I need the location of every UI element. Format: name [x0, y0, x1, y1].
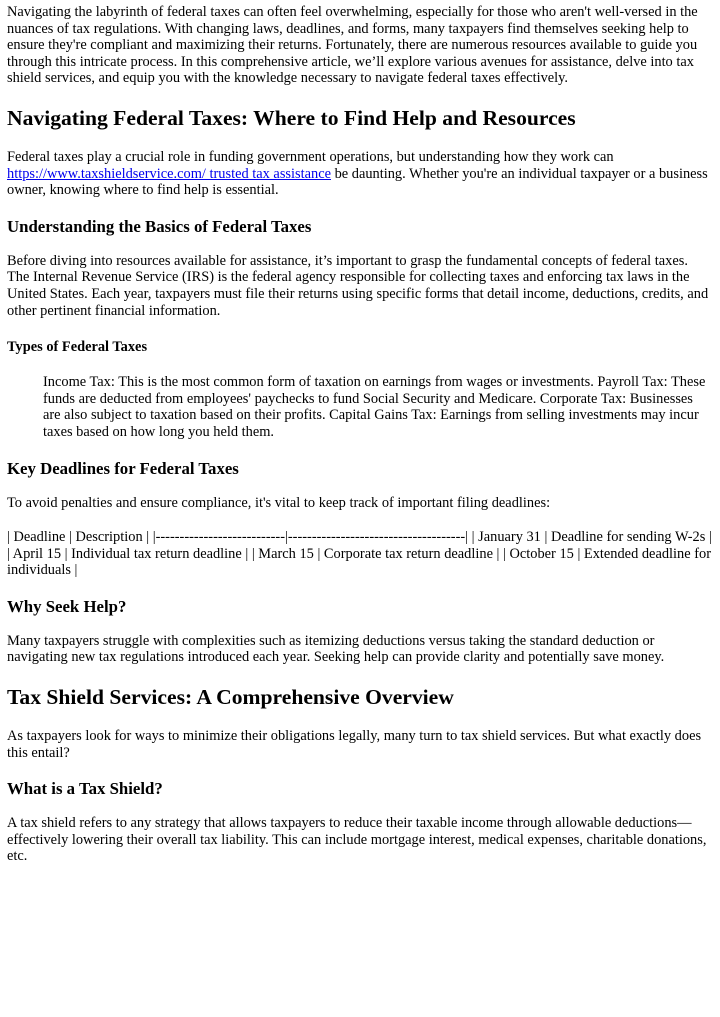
tax-shield-definition-paragraph: A tax shield refers to any strategy that allows taxpayers to reduce their taxable income through allowable deductions—effectively lowering their overall tax liability. This can include mortgage interest, medical expenses, charitable donations, etc. [7, 815, 707, 865]
basics-heading: Understanding the Basics of Federal Taxes [7, 216, 312, 236]
deadlines-paragraph: To avoid penalties and ensure compliance, it's vital to keep track of important filing deadlines: [7, 494, 551, 511]
deadlines-table-text: | Deadline | Description | |---------------------------|-------------------------------------| | January 31 | Deadline for sending W-2s | | April 15 | Individual tax return deadline | | March 15 | Corporate tax return deadline | | October 15 | Extended deadline for individuals | [7, 529, 712, 579]
paragraph-text-after-link: be daunting. Whether you're an individual taxpayer or a business owner, knowing where to find help is essential. [7, 165, 708, 199]
types-blockquote [43, 374, 713, 440]
types-list-text: Income Tax: This is the most common form of taxation on earnings from wages or investments. Payroll Tax: These funds are deducted from employees' paychecks to fund Social Security and Medicare. Corporate Tax: Businesses are also subject to taxation based on their profits. Capital Gains Tax: Earnings from selling investments may incur taxes based on how long you held them. [43, 374, 706, 440]
basics-paragraph: Before diving into resources available for assistance, it’s important to grasp the fundamental concepts of federal taxes. The Internal Revenue Service (IRS) is the federal agency responsible for collecting taxes and enforcing tax laws in the United States. Each year, taxpayers must file their returns using specific forms that detail income, deductions, credits, and other pertinent financial information. [7, 252, 709, 319]
types-heading: Types of Federal Taxes [7, 339, 148, 356]
deadlines-heading: Key Deadlines for Federal Taxes [7, 458, 239, 478]
why-seek-help-heading: Why Seek Help? [7, 596, 127, 616]
section-heading-help-resources: Navigating Federal Taxes: Where to Find Help and Resources [7, 105, 576, 130]
section-heading-tax-shield-services: Tax Shield Services: A Comprehensive Overview [7, 685, 454, 710]
what-is-tax-shield-heading: What is a Tax Shield? [7, 779, 163, 799]
federal-taxes-paragraph [7, 149, 713, 199]
intro-paragraph: Navigating the labyrinth of federal taxes can often feel overwhelming, especially for those who aren't well-versed in the nuances of tax regulations. With changing laws, deadlines, and forms, many taxpayers find themselves seeking help to ensure they're compliant and maximizing their returns. Fortunately, there are numerous resources available to guide you through this intricate process. In this comprehensive article, we’ll explore various avenues for assistance, delve into tax shield services, and equip you with the knowledge necessary to navigate federal taxes effectively. [7, 4, 698, 87]
tax-shield-services-paragraph: As taxpayers look for ways to minimize their obligations legally, many turn to tax shield services. But what exactly does this entail? [7, 728, 702, 761]
tax-assistance-link[interactable]: https://www.taxshieldservice.com/ trusted tax assistance [7, 165, 331, 182]
why-seek-help-paragraph: Many taxpayers struggle with complexities such as itemizing deductions versus taking the standard deduction or navigating new tax regulations introduced each year. Seeking help can provide clarity and potentially save money. [7, 632, 665, 666]
paragraph-text-before-link: Federal taxes play a crucial role in funding government operations, but understanding how they work can [7, 148, 614, 165]
